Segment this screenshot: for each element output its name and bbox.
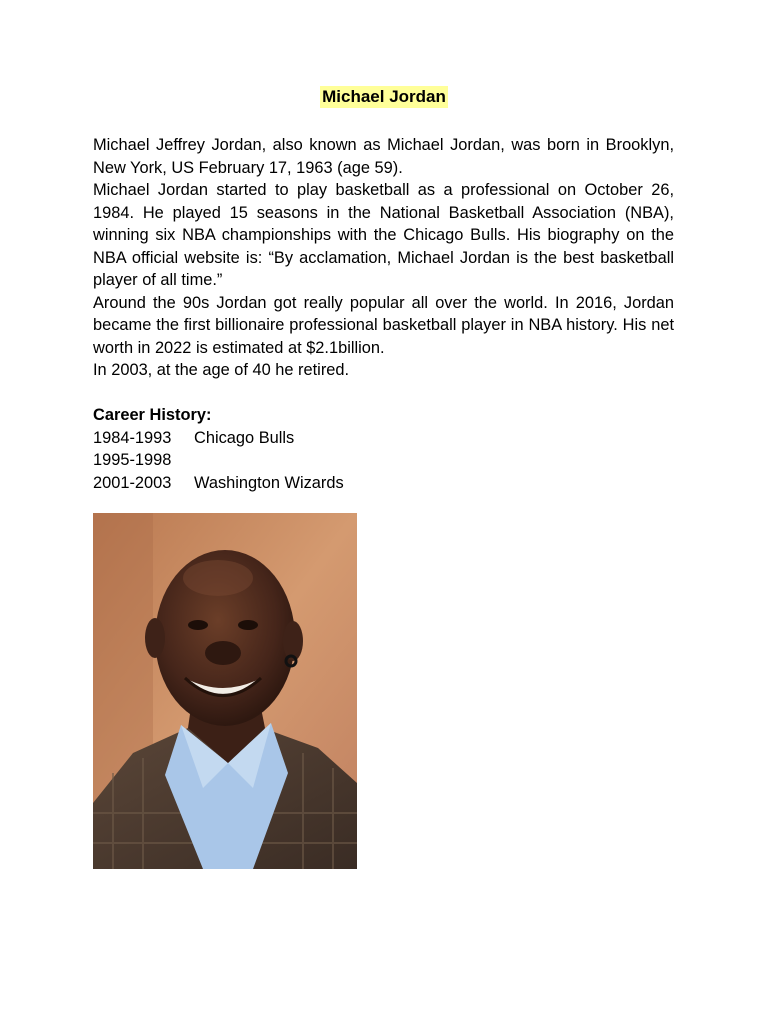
portrait-photo [93,513,357,869]
career-row [93,449,493,472]
paragraph-popularity: Around the 90s Jordan got really popular all over the world. In 2016, Jordan became the first billionaire professional basketball player in NBA history. His net worth in 2022 is estimated at $2.1billion. [93,293,674,357]
career-row [93,472,493,495]
career-years: 1995-1998 [93,451,172,469]
career-team: Washington Wizards [194,473,344,492]
career-history [93,404,493,494]
biography-text [93,134,674,382]
career-years: 2001-2003 [93,473,172,492]
career-heading: Career History: [93,406,212,424]
paragraph-retirement: In 2003, at the age of 40 he retired. [93,361,350,379]
paragraph-career-start: Michael Jordan started to play basketball as a professional on October 26, 1984. He played 15 seasons in the National Basketball Association (NBA), winning six NBA championships with the Chicago Bulls. His biography on the NBA official website is: “By acclamation, Michael Jordan is the best basketball player of all time.” [93,181,674,289]
portrait-illustration [93,513,357,869]
paragraph-birth: Michael Jeffrey Jordan, also known as Michael Jordan, was born in Brooklyn, New York, US February 17, 1963 (age 59). [93,136,674,177]
title-wrapper [0,86,768,108]
document-title: Michael Jordan [322,87,446,106]
career-row [93,427,493,450]
career-team: Chicago Bulls [194,428,295,447]
career-years: 1984-1993 [93,428,172,447]
